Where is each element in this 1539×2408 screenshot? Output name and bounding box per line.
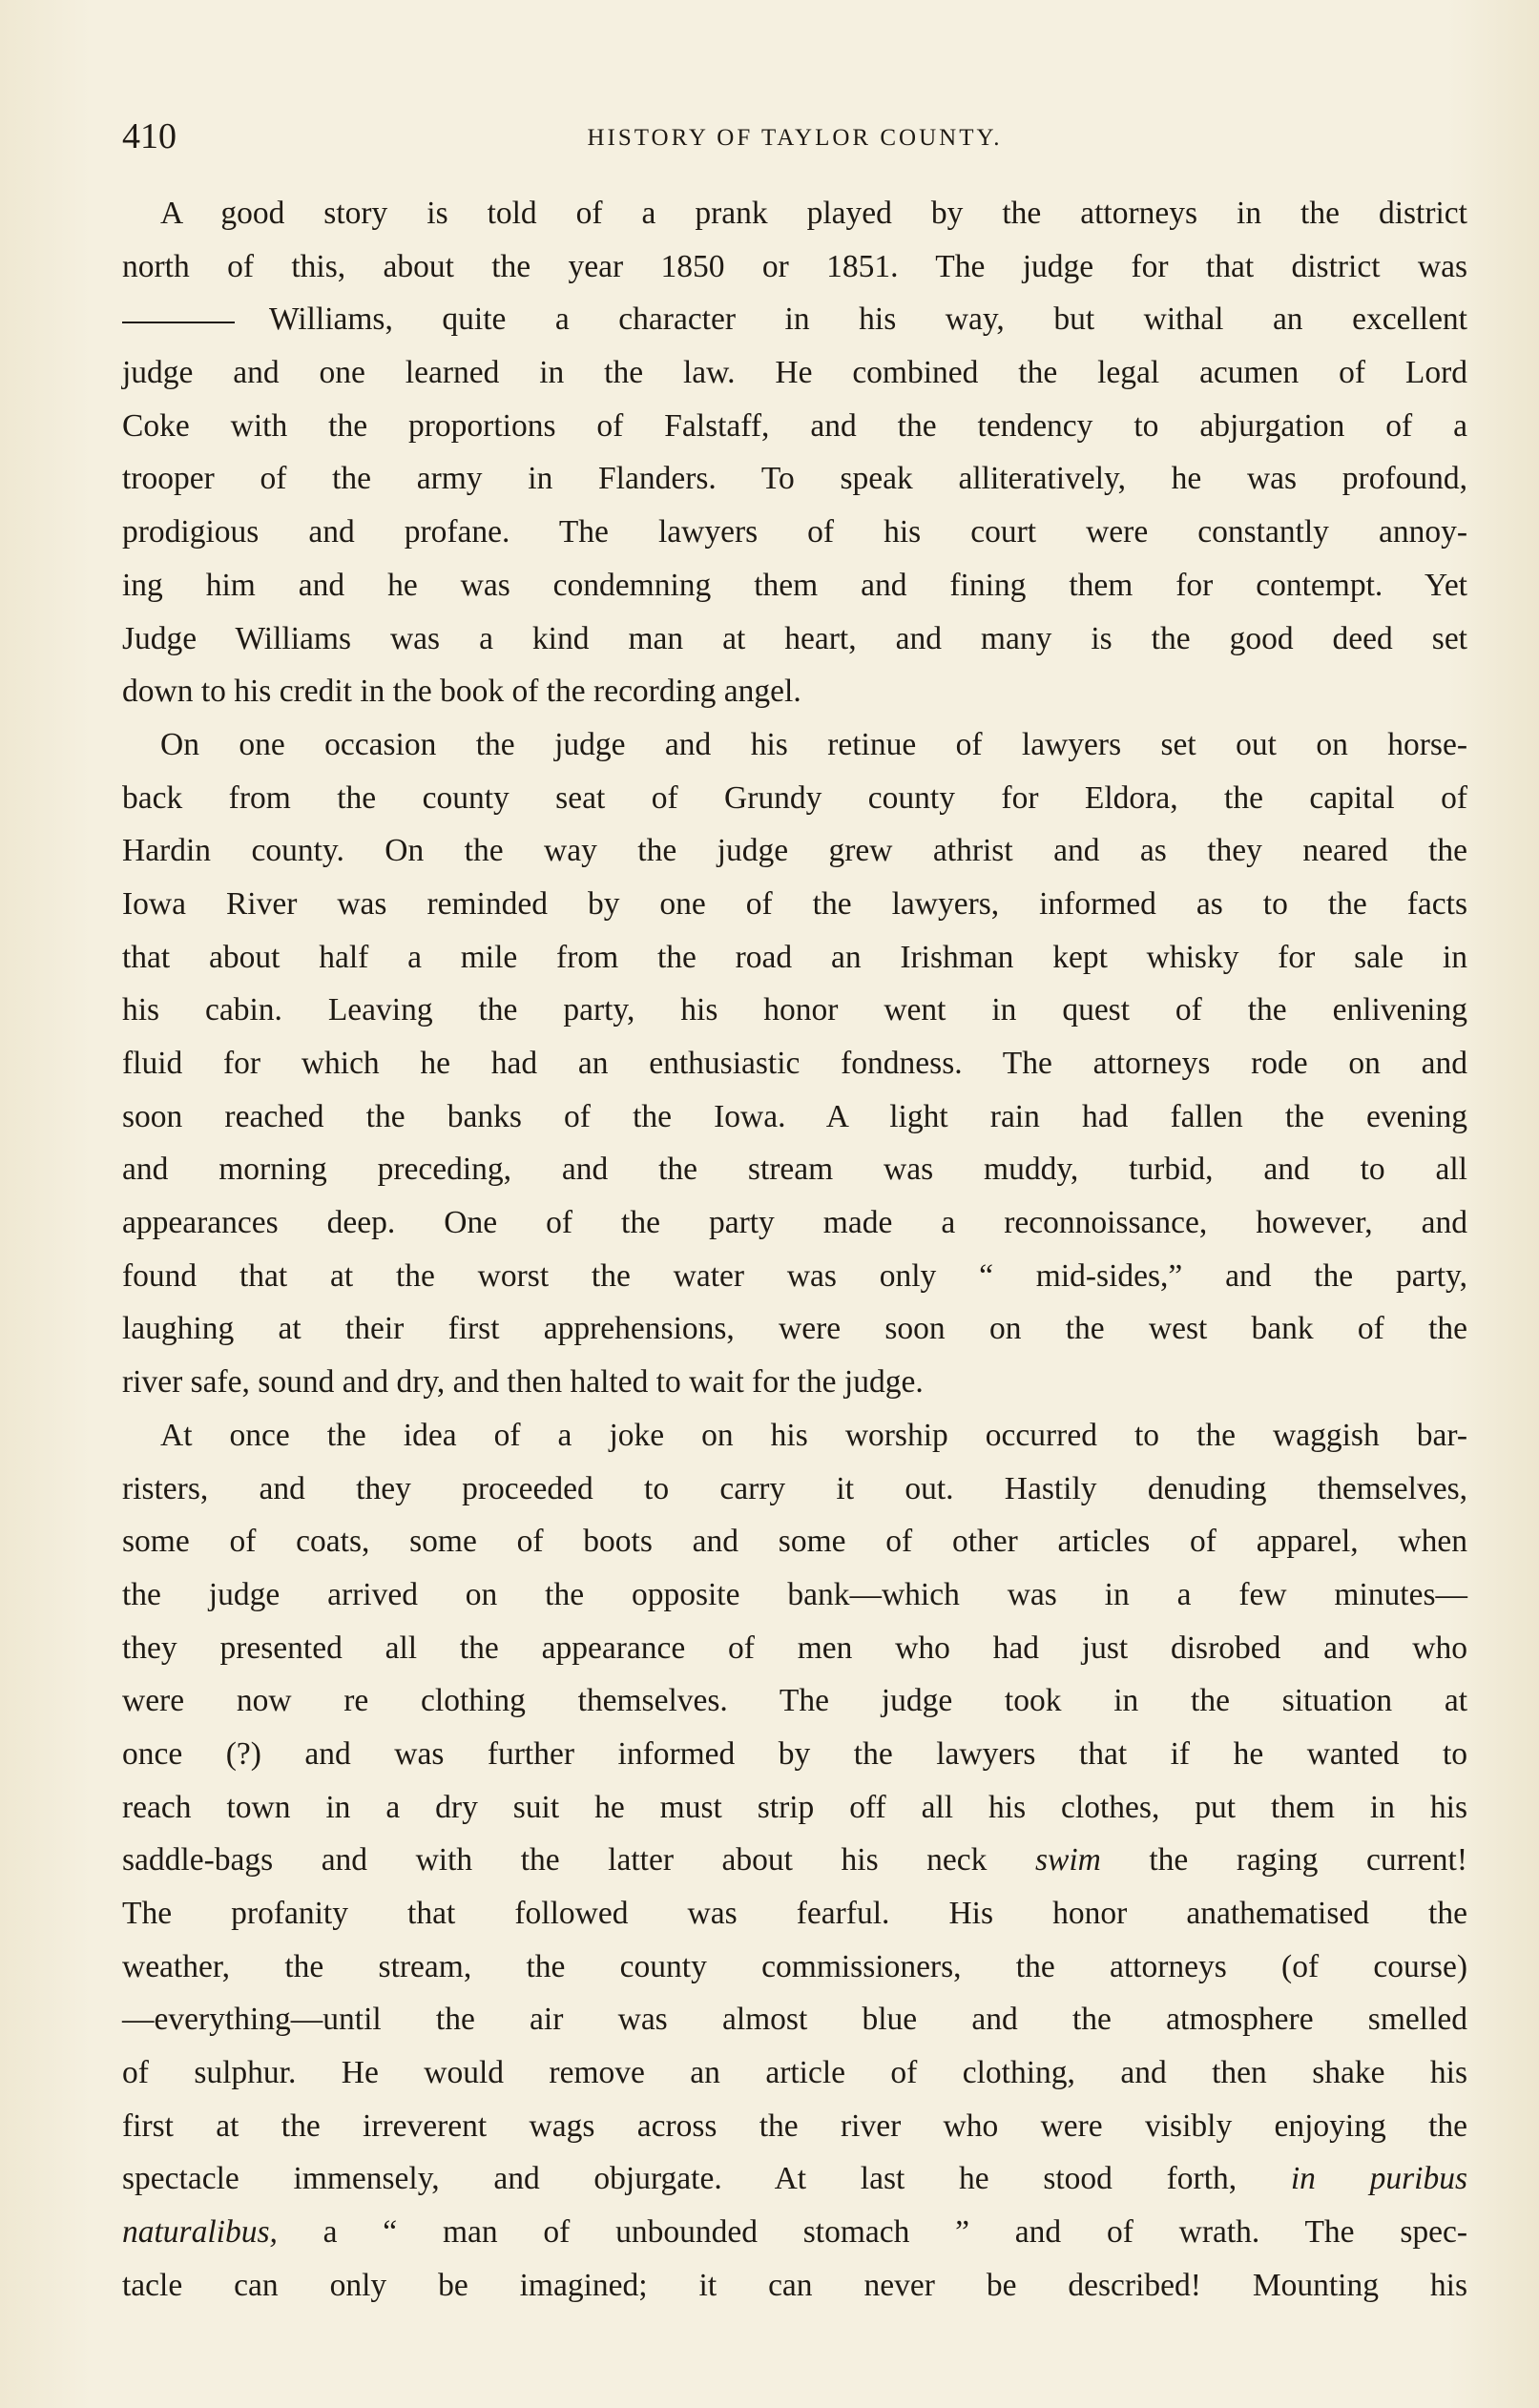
text-line: Judge Williams was a kind man at heart, and many is the good deed set [122, 620, 1467, 656]
text-line [122, 1834, 1467, 1887]
text-line: soon reached the banks of the Iowa. A light rain had fallen the evening [122, 1098, 1467, 1134]
text-line: first at the irreverent wags across the river who were visibly enjoying the [122, 2107, 1467, 2144]
text-line: found that at the worst the water was only “ mid-sides,” and the party, [122, 1257, 1467, 1294]
italic-text: in puribus [1290, 2161, 1468, 2197]
text-line: A good story is told of a prank played by the attorneys in the district [160, 196, 1467, 231]
page-header [122, 113, 1467, 160]
running-head: HISTORY OF TAYLOR COUNTY. [587, 125, 1003, 151]
text-line: prodigious and profane. The lawyers of his court were constantly annoy- [122, 514, 1467, 550]
text-segment: saddle-bags and with the latter about his neck [122, 1842, 988, 1879]
text-line: On one occasion the judge and his retinue of lawyers set out on horse- [160, 726, 1467, 762]
text-line: river safe, sound and dry, and then halted to wait for the judge. [122, 1364, 924, 1401]
text-line: some of coats, some of boots and some of other articles of apparel, when [122, 1524, 1467, 1560]
text-line: Iowa River was reminded by one of the lawyers, informed as to the facts [122, 885, 1467, 922]
text-line: At once the idea of a joke on his worship occurred to the waggish bar- [160, 1417, 1467, 1453]
text-line: —everything—until the air was almost blue and the atmosphere smelled [122, 2002, 1467, 2038]
text-line: back from the county seat of Grundy county for Eldora, the capital of [122, 779, 1467, 816]
text-line: of sulphur. He would remove an article of clothing, and then shake his [122, 2055, 1467, 2091]
text-line: once (?) and was further informed by the lawyers that if he wanted to [122, 1735, 1467, 1772]
text-segment: Williams, quite a character in his way, but withal an excellent [269, 301, 1467, 338]
text-line [122, 2152, 1467, 2206]
text-line: risters, and they proceeded to carry it out. Hastily denuding themselves, [122, 1470, 1467, 1506]
text-line: The profanity that followed was fearful. His honor anathematised the [122, 1896, 1467, 1931]
text-line: down to his credit in the book of the recording angel. [122, 674, 801, 710]
paragraph-3 [122, 1409, 1467, 2313]
text-segment: the raging current! [1149, 1842, 1467, 1879]
text-line: the judge arrived on the opposite bank—which was in a few minutes— [122, 1576, 1467, 1612]
text-line: Hardin county. On the way the judge grew athrist and as they neared the [122, 833, 1467, 869]
text-segment: a “ man of unbounded stomach ” and of wrath. The spec- [322, 2214, 1467, 2251]
paragraph-1 [122, 187, 1467, 718]
text-line [122, 2206, 1467, 2259]
text-line: and morning preceding, and the stream was muddy, turbid, and to all [122, 1152, 1467, 1188]
body-text [122, 187, 1467, 2313]
text-line: Coke with the proportions of Falstaff, and the tendency to abjurgation of a [122, 407, 1467, 444]
blank-rule [122, 322, 235, 323]
text-line: reach town in a dry suit he must strip off all his clothes, put them in his [122, 1789, 1467, 1825]
text-line: trooper of the army in Flanders. To speak alliteratively, he was profound, [122, 461, 1467, 497]
text-line: laughing at their first apprehensions, were soon on the west bank of the [122, 1311, 1467, 1347]
text-line: they presented all the appearance of men who had just disrobed and who [122, 1630, 1467, 1666]
text-line [122, 293, 1467, 346]
text-line: fluid for which he had an enthusiastic fondness. The attorneys rode on and [122, 1046, 1467, 1081]
text-line: weather, the stream, the county commissioners, the attorneys (of course) [122, 1948, 1467, 1984]
text-line: were now re clothing themselves. The judge took in the situation at [122, 1683, 1467, 1719]
italic-text: swim [1034, 1842, 1101, 1879]
page-number: 410 [122, 116, 177, 156]
text-line: ing him and he was condemning them and fining them for contempt. Yet [122, 567, 1467, 603]
text-line: judge and one learned in the law. He combined the legal acumen of Lord [122, 355, 1467, 391]
italic-text: naturalibus, [122, 2214, 278, 2251]
text-line: north of this, about the year 1850 or 1851. The judge for that district was [122, 248, 1467, 284]
text-line: his cabin. Leaving the party, his honor went in quest of the enlivening [122, 992, 1467, 1028]
text-line: that about half a mile from the road an Irishman kept whisky for sale in [122, 939, 1467, 975]
text-line: tacle can only be imagined; it can never be described! Mounting his [122, 2267, 1467, 2303]
paragraph-2 [122, 718, 1467, 1409]
text-segment: spectacle immensely, and objurgate. At last he stood forth, [122, 2161, 1237, 2197]
text-line: appearances deep. One of the party made a reconnoissance, however, and [122, 1205, 1467, 1241]
